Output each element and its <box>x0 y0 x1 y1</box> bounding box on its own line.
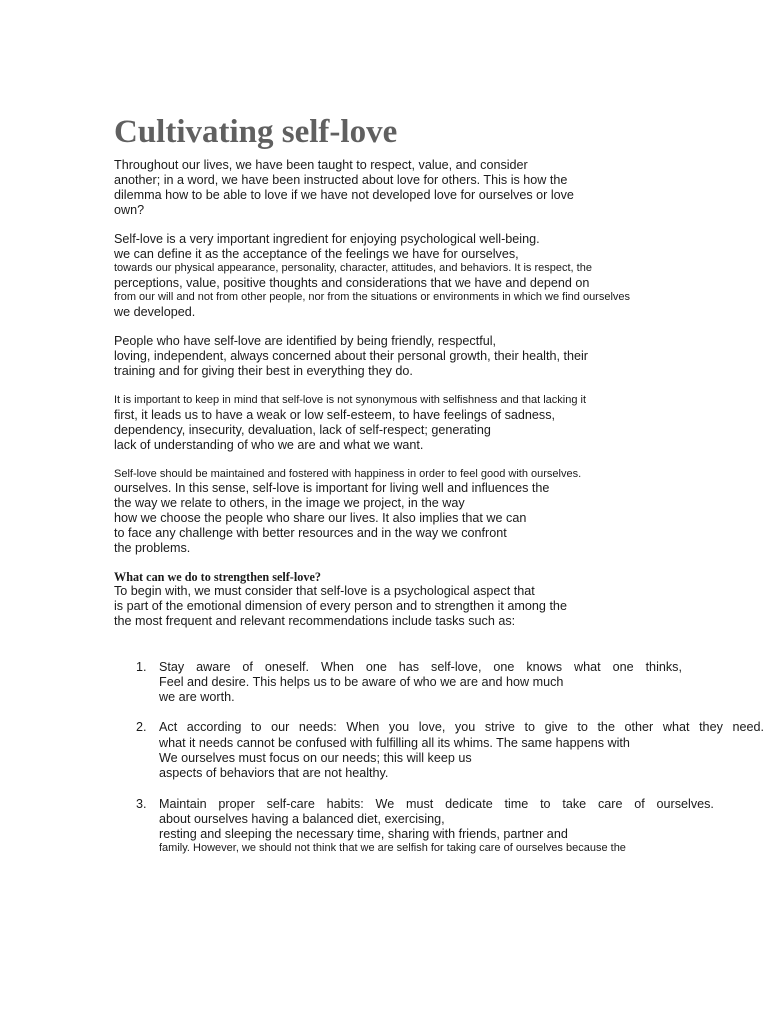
text-line: lack of understanding of who we are and what we want. <box>114 438 424 452</box>
text-line: another; in a word, we have been instructed about love for others. This is how the <box>114 173 568 187</box>
text-line: we are worth. <box>159 690 235 704</box>
word: the <box>597 720 615 734</box>
word: When <box>346 720 380 734</box>
word: knows <box>526 660 563 674</box>
word: ourselves. <box>656 797 714 811</box>
text-line: is part of the emotional dimension of every person and to strengthen it among the <box>114 599 567 613</box>
justified-line <box>159 660 682 675</box>
word: When <box>320 660 354 674</box>
text-line: about ourselves having a balanced diet, exercising, <box>159 812 445 826</box>
word: oneself. <box>264 660 309 674</box>
text-line: dependency, insecurity, devaluation, lack of self-respect; generating <box>114 423 491 437</box>
text-line: To begin with, we must consider that self-love is a psychological aspect that <box>114 584 535 598</box>
text-line: towards our physical appearance, personality, character, attitudes, and behaviors. It is respect, the <box>114 262 592 274</box>
word: of <box>634 797 645 811</box>
word: proper <box>218 797 255 811</box>
word: take <box>562 797 587 811</box>
text-line: dilemma how to be able to love if we have not developed love for ourselves or love <box>114 188 574 202</box>
text-line: Throughout our lives, we have been taught to respect, value, and consider <box>114 158 528 172</box>
text-line: Feel and desire. This helps us to be aware of who we are and how much <box>159 675 564 689</box>
word: Act <box>159 720 178 734</box>
word: self-care <box>266 797 315 811</box>
text-line: how we choose the people who share our lives. It also implies that we can <box>114 511 527 525</box>
word: has <box>398 660 420 674</box>
word: self-love, <box>431 660 482 674</box>
word: habits: <box>326 797 364 811</box>
text-line: training and for giving their best in everything they do. <box>114 364 413 378</box>
word: they <box>699 720 723 734</box>
text-line: resting and sleeping the necessary time, sharing with friends, partner and <box>159 827 568 841</box>
word: you <box>388 720 410 734</box>
word: you <box>454 720 476 734</box>
text-line: ourselves. In this sense, self-love is important for living well and influences the <box>114 481 550 495</box>
text-line: We ourselves must focus on our needs; this will keep us <box>159 751 472 765</box>
word: of <box>242 660 253 674</box>
justified-line <box>159 720 764 735</box>
word: Maintain <box>159 797 207 811</box>
word: what <box>662 720 690 734</box>
text-line: It is important to keep in mind that self-love is not synonymous with selfishness and that lacking it <box>114 394 587 406</box>
word: our <box>271 720 290 734</box>
word: according <box>186 720 242 734</box>
word: dedicate <box>445 797 493 811</box>
list-number: 3. <box>136 797 147 811</box>
text-line: the way we relate to others, in the image we project, in the way <box>114 496 465 510</box>
text-line: first, it leads us to have a weak or low self-esteem, to have feelings of sadness, <box>114 408 556 422</box>
list-number: 2. <box>136 720 147 734</box>
word: one <box>365 660 387 674</box>
text-line: People who have self-love are identified by being friendly, respectful, <box>114 334 496 348</box>
word: love, <box>418 720 446 734</box>
word: We <box>375 797 395 811</box>
word: need. <box>732 720 764 734</box>
word: to <box>540 797 551 811</box>
word: what <box>574 660 601 674</box>
text-line: to face any challenge with better resources and in the way we confront <box>114 526 507 540</box>
text-line: we can define it as the acceptance of the feelings we have for ourselves, <box>114 247 519 261</box>
justified-line <box>159 797 714 812</box>
text-line: Self-love is a very important ingredient for enjoying psychological well-being. <box>114 232 540 246</box>
text-line: the problems. <box>114 541 191 555</box>
document-title: Cultivating self-love <box>114 114 398 150</box>
text-line: we developed. <box>114 305 196 319</box>
list-number: 1. <box>136 660 147 674</box>
word: Stay <box>159 660 185 674</box>
text-line: what it needs cannot be confused with fulfilling all its whims. The same happens with <box>159 736 630 750</box>
text-line: perceptions, value, positive thoughts and considerations that we have and depend on <box>114 276 590 290</box>
word: must <box>406 797 434 811</box>
word: thinks, <box>645 660 682 674</box>
word: to <box>251 720 262 734</box>
text-line: from our will and not from other people, nor from the situations or environments in which we find ourselves <box>114 291 631 303</box>
text-line: the most frequent and relevant recommendations include tasks such as: <box>114 614 516 628</box>
word: aware <box>196 660 231 674</box>
word: other <box>624 720 654 734</box>
text-line: family. However, we should not think that we are selfish for taking care of ourselves because the <box>159 842 626 854</box>
word: strive <box>484 720 515 734</box>
word: needs: <box>298 720 337 734</box>
word: give <box>544 720 568 734</box>
word: to <box>577 720 588 734</box>
text-line: aspects of behaviors that are not healthy. <box>159 766 389 780</box>
word: one <box>493 660 515 674</box>
text-line: Self-love should be maintained and fostered with happiness in order to feel good with ourselves. <box>114 468 582 480</box>
word: to <box>524 720 536 734</box>
word: one <box>612 660 634 674</box>
text-line: loving, independent, always concerned about their personal growth, their health, their <box>114 349 588 363</box>
text-line: own? <box>114 203 145 217</box>
word: time <box>504 797 529 811</box>
section-heading: What can we do to strengthen self-love? <box>114 570 321 584</box>
word: care <box>597 797 623 811</box>
